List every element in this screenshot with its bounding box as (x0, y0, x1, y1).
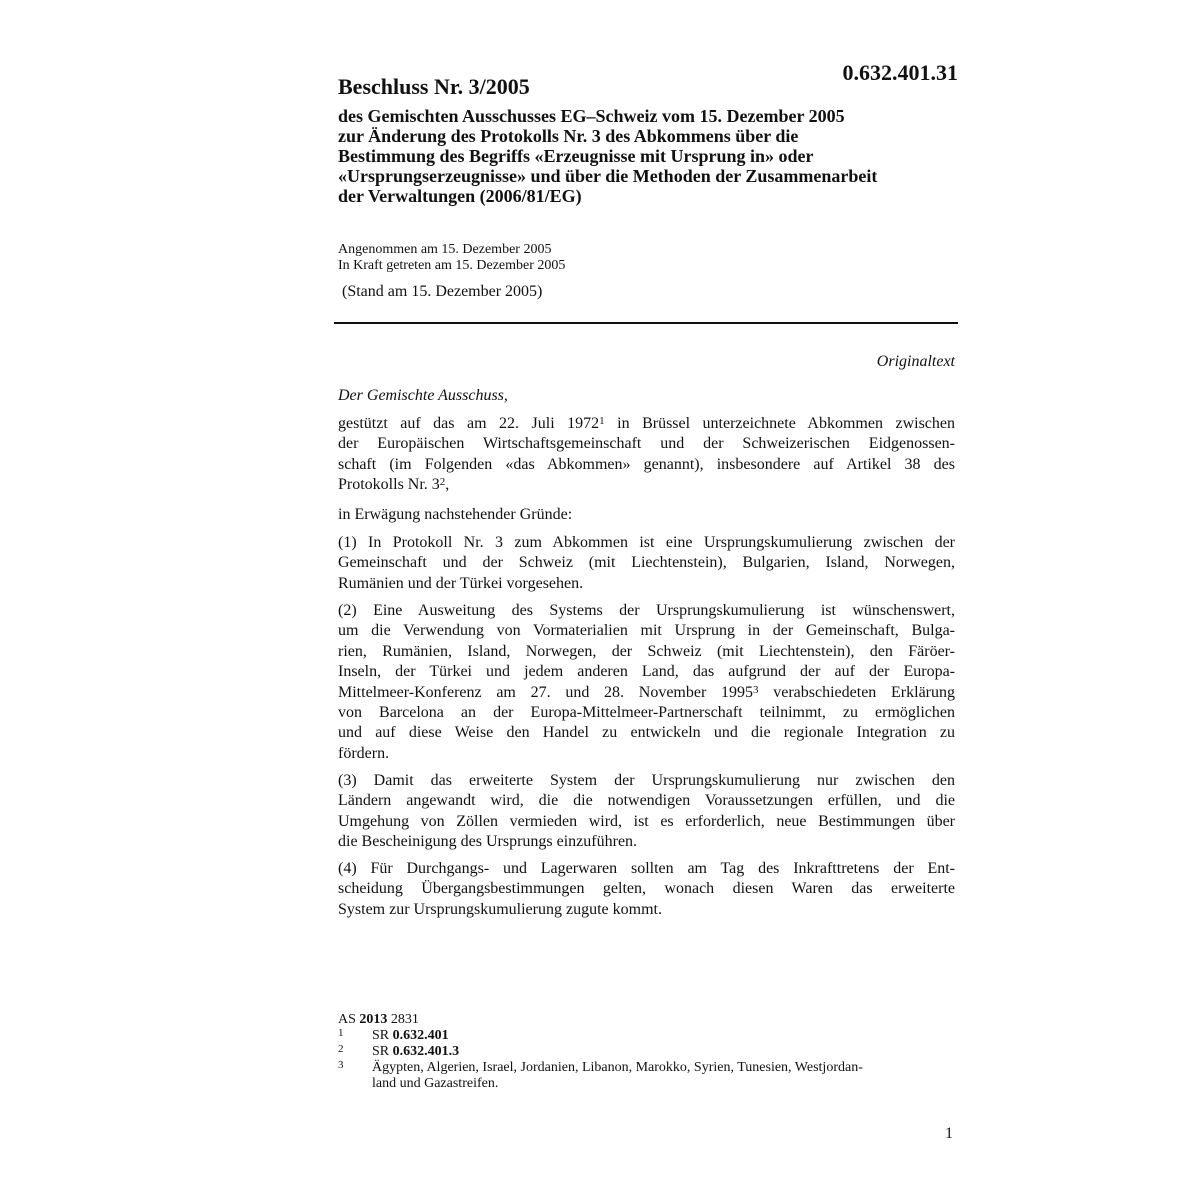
as-prefix: AS (338, 1012, 360, 1027)
text-line: der Europäischen Wirtschaftsgemeinschaft und der Schweizerischen Eidgenossen- (338, 435, 955, 453)
recital-2 (338, 601, 955, 764)
page-number: 1 (945, 1125, 953, 1142)
text-line: Umgehung von Zöllen vermieden wird, ist es erforderlich, neue Bestimmungen über (338, 812, 955, 830)
footnote-prefix: SR (372, 1028, 393, 1043)
subtitle-line: Bestimmung des Begriffs «Erzeugnisse mit Ursprung in» oder (338, 146, 814, 166)
text-line: Rumänien und der Türkei vorgesehen. (338, 574, 584, 592)
text-line: in Erwägung nachstehender Gründe: (338, 506, 573, 523)
sr-number: 0.632.401.31 (842, 60, 958, 85)
footnote-ref-3[interactable]: 3 (753, 683, 759, 696)
footnote-line: land und Gazastreifen. (372, 1076, 499, 1091)
recital-4 (338, 859, 955, 920)
committee-line: Der Gemischte Ausschuss, (338, 387, 508, 404)
footnote-ref-2[interactable]: 2 (439, 476, 446, 489)
footnote-1 (338, 1028, 958, 1044)
text-line: (4) Für Durchgangs- und Lagerwaren sollten am Tag des Inkrafttretens der Ent- (338, 860, 955, 877)
footnote-text (372, 1060, 958, 1092)
preamble-based-on (338, 414, 955, 496)
header-divider (334, 322, 958, 324)
as-page: 2831 (387, 1012, 419, 1027)
subtitle-line: der Verwaltungen (2006/81/EG) (338, 186, 582, 206)
footnote-3 (338, 1060, 958, 1092)
original-text-label: Originaltext (876, 353, 955, 370)
text-segment: , (445, 476, 450, 494)
text-segment: Mittelmeer-Konferenz am 27. und 28. November 1995 (338, 683, 754, 701)
text-line: Gemeinschaft und der Schweiz (mit Liechtenstein), Bulgarien, Island, Norwegen, (338, 554, 955, 572)
text-segment: in Brüssel unterzeichnete Abkommen zwischen (604, 415, 955, 432)
recital-3 (338, 771, 955, 853)
footnotes (338, 1012, 958, 1092)
footnote-sr-link[interactable]: 0.632.401.3 (392, 1044, 460, 1059)
text-line: fördern. (338, 744, 390, 762)
text-line: Ländern angewandt wird, die die notwendigen Voraussetzungen erfüllen, und die (338, 792, 955, 810)
decision-title: Beschluss Nr. 3/2005 (338, 74, 530, 99)
footnote-ref-1[interactable]: 1 (599, 415, 605, 427)
official-compilation-ref (338, 1012, 958, 1028)
subtitle-line: des Gemischten Ausschusses EG–Schweiz vom 15. Dezember 2005 (338, 106, 845, 126)
footnote-prefix: SR (372, 1044, 393, 1059)
text-segment: verabschiedeten Erklärung (758, 683, 955, 701)
adopted-date: Angenommen am 15. Dezember 2005 (338, 242, 552, 257)
footnote-number: 1 (338, 1027, 344, 1039)
text-line: von Barcelona an der Europa-Mittelmeer-Partnerschaft teilnimmt, zu ermöglichen (338, 703, 955, 721)
text-line: schaft (im Folgenden «das Abkommen» genannt), insbesondere auf Artikel 38 des (338, 455, 955, 473)
recital-1 (338, 533, 955, 594)
subtitle-line: «Ursprungserzeugnisse» und über die Methoden der Zusammenarbeit (338, 166, 878, 186)
text-line: um die Verwendung von Vormaterialien mit Ursprung in der Gemeinschaft, Bulga- (338, 622, 955, 640)
text-line: (2) Eine Ausweitung des Systems der Ursprungskumulierung ist wünschenswert, (338, 602, 955, 619)
text-line: Inseln, der Türkei und jedem anderen Land, das aufgrund der auf der Europa- (338, 663, 955, 681)
footnote-line: Ägypten, Algerien, Israel, Jordanien, Libanon, Marokko, Syrien, Tunesien, Westjordan- (372, 1060, 863, 1075)
as-year: 2013 (359, 1012, 388, 1027)
preamble-committee (338, 386, 955, 406)
text-line (338, 414, 955, 434)
adoption-dates (338, 242, 565, 274)
text-line (338, 683, 955, 703)
footnote-number: 3 (338, 1059, 344, 1071)
in-force-date: In Kraft getreten am 15. Dezember 2005 (338, 258, 566, 273)
text-line: rien, Rumänien, Island, Norwegen, der Schweiz (mit Liechtenstein), den Färöer- (338, 642, 955, 660)
text-line (338, 475, 955, 495)
text-line: System zur Ursprungskumulierung zugute kommt. (338, 900, 662, 918)
text-segment: Protokolls Nr. 3 (338, 476, 440, 494)
text-line: scheidung Übergangsbestimmungen gelten, wonach diesen Waren das erweiterte (338, 880, 955, 898)
preamble-considering (338, 505, 955, 525)
text-line: die Bescheinigung des Ursprungs einzuführen. (338, 833, 638, 851)
text-segment: gestützt auf das am 22. Juli 1972 (338, 415, 600, 432)
subtitle-line: zur Änderung des Protokolls Nr. 3 des Abkommens über die (338, 126, 799, 146)
footnote-number: 2 (338, 1043, 344, 1055)
status-date: (Stand am 15. Dezember 2005) (342, 283, 543, 300)
text-line: (3) Damit das erweiterte System der Ursprungskumulierung nur zwischen den (338, 772, 955, 789)
text-line: (1) In Protokoll Nr. 3 zum Abkommen ist eine Ursprungskumulierung zwischen der (338, 534, 955, 551)
footnote-sr-link[interactable]: 0.632.401 (392, 1028, 449, 1043)
footnote-2 (338, 1044, 958, 1060)
text-line: und auf diese Weise den Handel zu entwickeln und die regionale Integration zu (338, 724, 955, 742)
decision-subtitle (338, 106, 958, 206)
